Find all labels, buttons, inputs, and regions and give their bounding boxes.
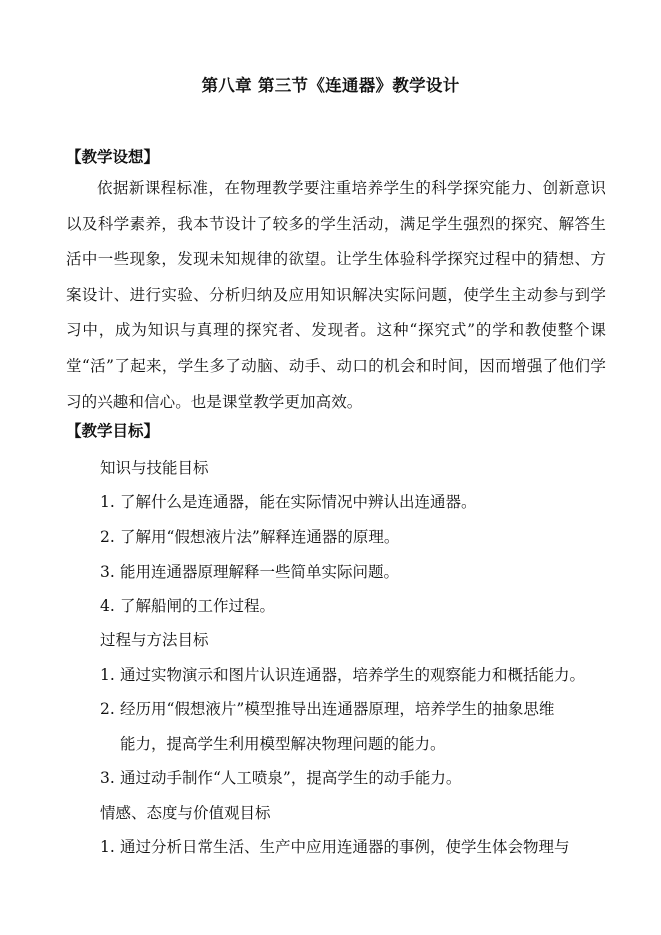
list-item-number: 1.: [100, 666, 115, 684]
objective-group-knowledge-skills: 知识与技能目标: [100, 459, 209, 477]
document-title: 第八章 第三节《连通器》教学设计: [201, 76, 460, 95]
list-item: [100, 697, 554, 719]
list-item-continuation: 能力，提高学生利用模型解决物理问题的能力。: [120, 735, 446, 753]
list-item: [100, 766, 461, 788]
objective-group-process-methods: 过程与方法目标: [100, 631, 209, 649]
objective-group-emotion-attitude-values: 情感、态度与价值观目标: [100, 804, 271, 822]
list-item-text: 了解什么是连通器，能在实际情况中辨认出连通器。: [120, 493, 477, 511]
list-item-text: 通过实物演示和图片认识连通器，培养学生的观察能力和概括能力。: [120, 666, 586, 684]
teaching-concept-paragraph: 依据新课程标准，在物理教学要注重培养学生的科学探究能力、创新意识以及科学素养，我本节设计了较多的学生活动，满足学生强烈的探究、解答生活中一些现象，发现未知规律的欲望。让学生体验科学探究过程中的猜想、方案设计、进行实验、分析归纳及应用知识解决实际问题，使学生主动参与到学习中，成为知识与真理的探究者、发现者。这种“探究式”的学和教使整个课堂“活”了起来，学生多了动脑、动手、动口的机会和时间，因而增强了他们学习的兴趣和信心。也是课堂教学更加高效。: [66, 179, 606, 411]
list-item-number: 3.: [100, 563, 115, 581]
section-heading-teaching-objectives: 【教学目标】: [66, 422, 160, 440]
list-item: [100, 594, 275, 616]
list-item-text: 通过分析日常生活、生产中应用连通器的事例，使学生体会物理与: [120, 838, 570, 856]
list-item: [100, 663, 585, 685]
list-item-number: 1.: [100, 838, 115, 856]
list-item-number: 3.: [100, 769, 115, 787]
list-item: [100, 525, 399, 547]
list-item-text: 经历用“假想液片”模型推导出连通器原理，培养学生的抽象思维: [120, 700, 555, 718]
list-item: [100, 835, 570, 857]
list-item: [100, 560, 399, 582]
list-item-number: 1.: [100, 493, 115, 511]
section-heading-teaching-concept: 【教学设想】: [66, 148, 160, 166]
list-item-number: 4.: [100, 597, 115, 615]
list-item-number: 2.: [100, 528, 115, 546]
list-item-text: 了解用“假想液片法”解释连通器的原理。: [120, 528, 400, 546]
list-item-number: 2.: [100, 700, 115, 718]
list-item: [100, 490, 477, 512]
list-item-text: 能用连通器原理解释一些简单实际问题。: [120, 563, 400, 581]
list-item-text: 通过动手制作“人工喷泉”，提高学生的动手能力。: [120, 769, 462, 787]
list-item-text: 了解船闸的工作过程。: [120, 597, 276, 615]
